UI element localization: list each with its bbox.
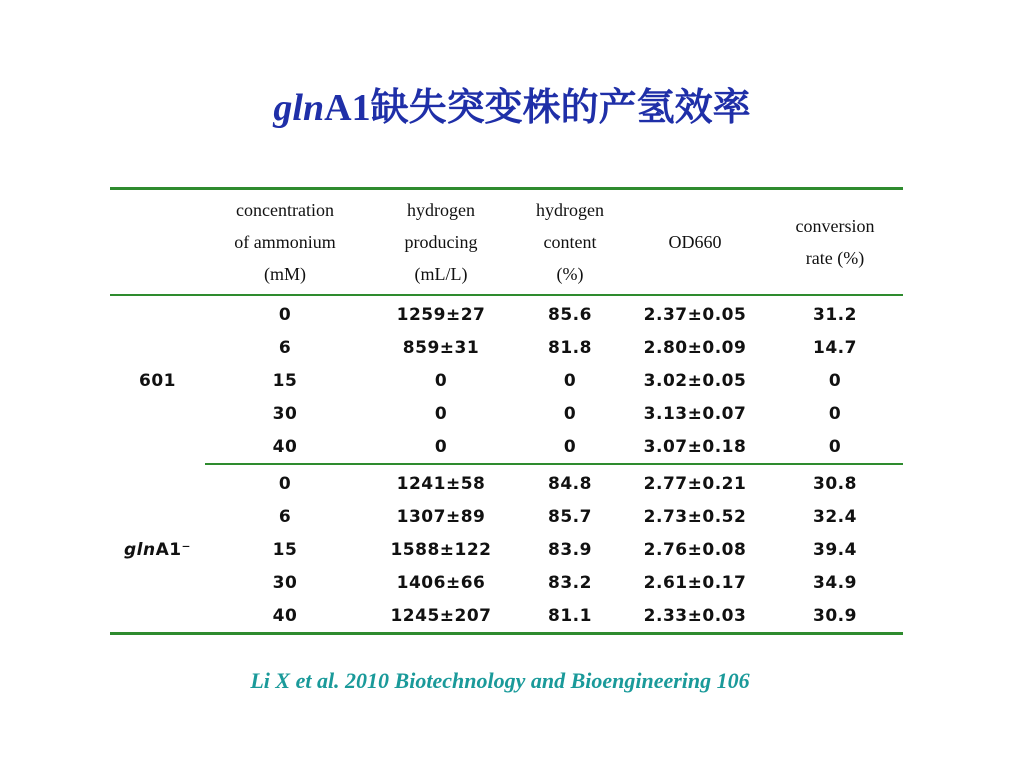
hydrogen-content-cell: 83.2 [548,572,592,593]
hydrogen-content-cell: 85.6 [548,304,592,325]
table-row [110,331,903,364]
header-hydrogen-producing [365,190,517,294]
conversion-rate-cell: 34.9 [813,572,857,593]
ammonium-cell: 0 [278,304,292,325]
title-text: A1缺失突变株的产氢效率 [324,87,751,129]
hydrogen-content-cell: 0 [563,370,577,391]
od660-cell: 2.76±0.08 [643,539,747,560]
od660-cell: 2.73±0.52 [643,506,747,527]
header-line: content [543,232,597,252]
od660-cell: 2.33±0.03 [643,605,747,626]
ammonium-cell: 40 [272,605,298,626]
citation: Li X et al. 2010 Biotechnology and Bioengineering 106 [250,668,750,693]
ammonium-cell: 15 [272,370,298,391]
header-ammonium-concentration [205,190,365,294]
od660-cell: 3.13±0.07 [643,403,747,424]
hydrogen-producing-cell: 0 [434,403,448,424]
table-row [110,599,903,632]
conversion-rate-cell: 0 [828,370,842,391]
table-row [110,430,903,463]
ammonium-cell: 0 [278,473,292,494]
hydrogen-producing-cell: 1259±27 [396,304,486,325]
ammonium-cell: 6 [278,337,292,358]
conversion-rate-cell: 0 [828,436,842,457]
slide-title [0,86,1024,132]
conversion-rate-cell: 14.7 [813,337,857,358]
ammonium-cell: 30 [272,403,298,424]
header-line: conversion [795,216,875,236]
od660-cell: 3.02±0.05 [643,370,747,391]
table-row [110,533,903,566]
header-line: of ammonium [234,232,336,252]
results-table [110,190,903,632]
group-glnA1-mutant [110,465,903,632]
title-gene-name: gln [273,87,325,129]
header-line: hydrogen [536,200,604,220]
od660-cell: 2.77±0.21 [643,473,747,494]
hydrogen-producing-cell: 0 [434,436,448,457]
hydrogen-content-cell: 83.9 [548,539,592,560]
od660-cell: 2.37±0.05 [643,304,747,325]
header-row [110,190,903,294]
table-row [110,500,903,533]
header-od660 [623,190,767,294]
header-line: (mM) [264,264,306,284]
group-601 [110,296,903,463]
hydrogen-producing-cell: 0 [434,370,448,391]
hydrogen-producing-cell: 1588±122 [390,539,492,560]
conversion-rate-cell: 0 [828,403,842,424]
hydrogen-content-cell: 85.7 [548,506,592,527]
hydrogen-producing-cell: 1307±89 [396,506,486,527]
table-row [110,296,903,331]
header-line: rate (%) [805,248,865,268]
hydrogen-content-cell: 81.1 [548,605,592,626]
results-table-container [110,187,903,635]
table-row [110,397,903,430]
conversion-rate-cell: 32.4 [813,506,857,527]
table-header [110,190,903,294]
hydrogen-content-cell: 84.8 [548,473,592,494]
table-row [110,465,903,500]
ammonium-cell: 15 [272,539,298,560]
table-row [110,566,903,599]
group-label-suffix: A1⁻ [155,539,192,560]
conversion-rate-cell: 30.9 [813,605,857,626]
od660-cell: 2.61±0.17 [643,572,747,593]
od660-cell: 3.07±0.18 [643,436,747,457]
header-hydrogen-content [517,190,623,294]
header-line: hydrogen [407,200,475,220]
header-group [110,190,205,294]
group-label [110,296,205,463]
group-label-gene: gln [123,539,156,560]
group-label [110,465,205,632]
conversion-rate-cell: 31.2 [813,304,857,325]
header-line: producing [404,232,478,252]
hydrogen-producing-cell: 1241±58 [396,473,486,494]
header-conversion-rate [767,190,903,294]
header-line: concentration [236,200,334,220]
hydrogen-content-cell: 0 [563,403,577,424]
hydrogen-content-cell: 81.8 [548,337,592,358]
table-row [110,364,903,397]
hydrogen-content-cell: 0 [563,436,577,457]
od660-cell: 2.80±0.09 [643,337,747,358]
ammonium-cell: 30 [272,572,298,593]
header-line: (%) [556,264,584,284]
conversion-rate-cell: 30.8 [813,473,857,494]
hydrogen-producing-cell: 1245±207 [390,605,492,626]
ammonium-cell: 40 [272,436,298,457]
hydrogen-producing-cell: 1406±66 [396,572,486,593]
table-bottom-rule [110,632,903,635]
hydrogen-producing-cell: 859±31 [402,337,480,358]
conversion-rate-cell: 39.4 [813,539,857,560]
ammonium-cell: 6 [278,506,292,527]
header-line: OD660 [668,232,722,252]
group-label-main: 601 [139,370,176,391]
header-line: (mL/L) [414,264,468,284]
